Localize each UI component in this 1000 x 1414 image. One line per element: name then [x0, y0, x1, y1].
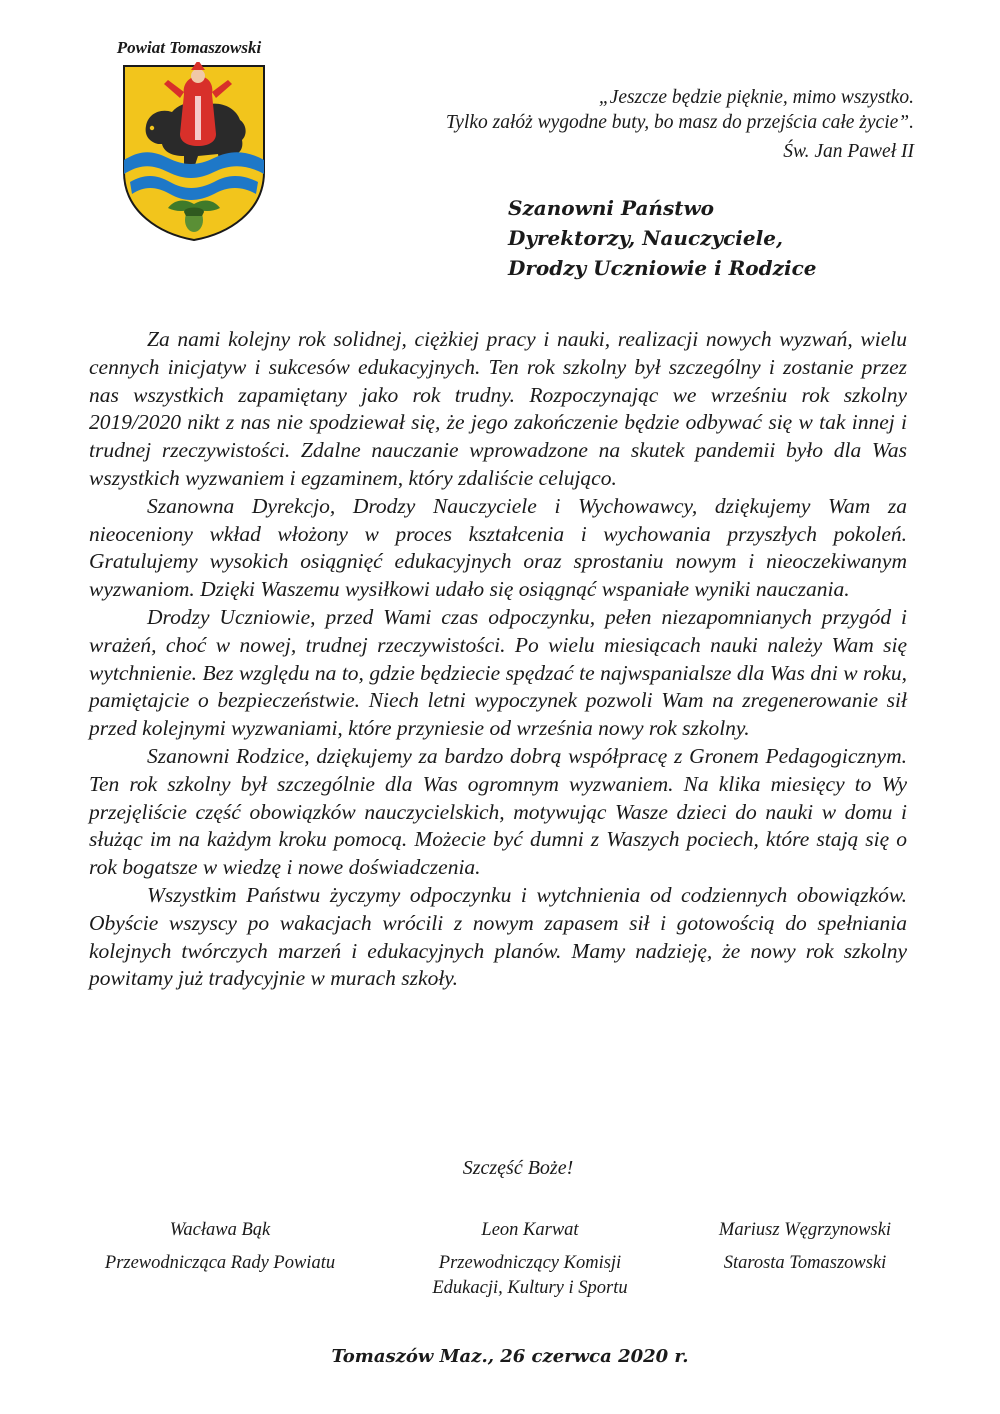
signatory-title: Przewodnicząca Rady Powiatu — [104, 1253, 336, 1273]
salutation-line-1: Szanowni Państwo — [508, 196, 715, 220]
letter-body — [89, 326, 907, 993]
salutation-line-2: Dyrektorzy, Nauczyciele, — [508, 226, 783, 250]
motto-quote — [394, 85, 914, 164]
signature-block — [665, 1218, 945, 1276]
signatory-name: Wacława Bąk — [169, 1220, 271, 1240]
signatory-title: Przewodniczący Komisji — [438, 1253, 622, 1273]
paragraph: Szanowni Rodzice, dziękujemy za bardzo dobrą współpracę z Gronem Pedagogicznym. Ten rok szkolny był szczególnie dla Was ogromnym wyzwaniem. Na klika miesięcy to Wy przejęliście część obowiązków nauczycielskich, motywując Wasze dzieci do nauki w domu i służąc im na każdym kroku pomocą. Możecie być dumni z Waszych pociech, które stają się o rok bogatsze w wiedzę i nowe doświadczenia. — [89, 743, 907, 880]
signature-block — [80, 1218, 360, 1276]
paragraph: Wszystkim Państwu życzymy odpoczynku i wytchnienia od codziennych obowiązków. Obyście wszyscy po wakacjach wrócili z nowym zapasem sił i gotowością do spełniania kolejnych twórczych marzeń i edukacyjnych planów. Mamy nadzieję, że nowy rok szkolny powitamy już tradycyjnie w murach szkoły. — [89, 882, 907, 991]
signatory-name: Leon Karwat — [481, 1220, 579, 1240]
closing-greeting: Szczęść Boże! — [462, 1157, 574, 1179]
quote-line-2: Tylko załóż wygodne buty, bo masz do przejścia całe życie”. — [445, 112, 914, 133]
coat-of-arms-icon — [118, 62, 270, 242]
paragraph: Drodzy Uczniowie, przed Wami czas odpoczynku, pełen niezapomnianych przygód i wrażeń, choć w nowej, trudnej rzeczywistości. Po wielu miesiącach nauki należy Wam się wytchnienie. Bez względu na to, gdzie będziecie spędzać te najwspanialsze dla Was dni w roku, pamiętajcie o bezpieczeństwie. Niech letni wypoczynek pozwoli Wam na zregenerowanie sił przed kolejnymi wyzwaniami, które przyniesie od września nowy rok szkolny. — [89, 604, 907, 741]
county-header — [98, 38, 288, 58]
salutation — [508, 193, 816, 283]
paragraph: Za nami kolejny rok solidnej, ciężkiej pracy i nauki, realizacji nowych wyzwań, wielu cennych inicjatyw i sukcesów edukacyjnych. Ten rok szkolny był szczególny i zostanie przez nas wszystkich zapamiętany jako rok trudny. Rozpoczynając we wrześniu rok szkolny 2019/2020 nikt z nas nie spodziewał się, że jego zakończenie będzie odbywać się w tak innej i trudnej rzeczywistości. Zdalne nauczanie wprowadzone na skutek pandemii było dla Was wszystkich wyzwaniem i egzaminem, który zdaliście celująco. — [89, 327, 907, 490]
signatory-name: Mariusz Węgrzynowski — [718, 1220, 892, 1240]
place-and-date: Tomaszów Maz., 26 czerwca 2020 r. — [331, 1346, 689, 1367]
signatory-title: Edukacji, Kultury i Sportu — [432, 1278, 628, 1298]
quote-line-1: „Jeszcze będzie pięknie, mimo wszystko. — [598, 87, 914, 108]
paragraph: Szanowna Dyrekcjo, Drodzy Nauczyciele i Wychowawcy, dziękujemy Wam za nieoceniony wkład włożony w proces kształcenia i wychowania przyszłych pokoleń. Gratulujemy wysokich osiągnięć edukacyjnych oraz sprostaniu nowym i nieoczekiwanym wyzwaniom. Dzięki Waszemu wysiłkowi udało się osiągnąć wspaniałe wyniki nauczania. — [89, 493, 907, 602]
county-name: Powiat Tomaszowski — [116, 38, 262, 57]
salutation-line-3: Drodzy Uczniowie i Rodzice — [508, 256, 817, 280]
quote-author: Św. Jan Paweł II — [783, 141, 914, 162]
signatory-title: Starosta Tomaszowski — [723, 1253, 887, 1273]
signature-block — [390, 1218, 670, 1301]
